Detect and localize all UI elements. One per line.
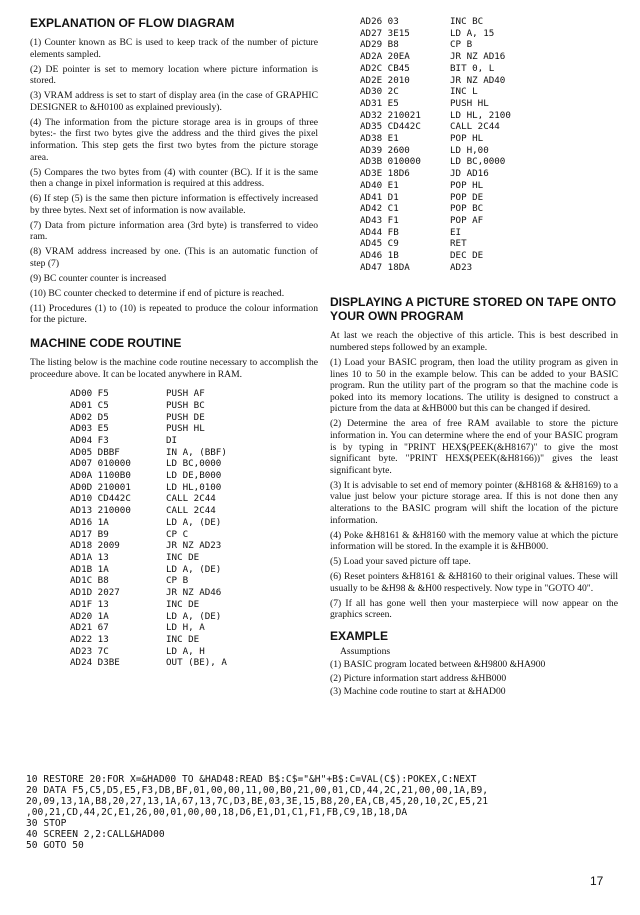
paragraph: (1) Counter known as BC is used to keep track of the number of picture elements sampled. xyxy=(30,37,318,60)
code-line xyxy=(70,622,318,634)
code-line xyxy=(70,517,318,529)
code-address-bytes: AD0A 1100B0 xyxy=(70,470,131,482)
machine-code-listing-left xyxy=(70,388,318,669)
left-column xyxy=(30,16,318,669)
code-address-bytes: AD00 F5 xyxy=(70,388,109,400)
code-address-bytes: AD40 E1 xyxy=(360,179,399,191)
code-address-bytes: AD02 D5 xyxy=(70,411,109,423)
code-address-bytes: AD41 D1 xyxy=(360,191,399,203)
basic-line: 20 DATA F5,C5,D5,E5,F3,DB,BF,01,00,00,11,00,B0,21,00,01,CD,44,2C,21,00,00,1A,B9, xyxy=(26,785,489,796)
code-address-bytes: AD3B 010000 xyxy=(360,156,421,168)
code-line xyxy=(70,458,318,470)
code-mnemonic: INC DE xyxy=(166,598,200,610)
code-mnemonic: CP C xyxy=(166,528,189,540)
code-address-bytes: AD47 18DA xyxy=(360,261,410,273)
code-line xyxy=(70,646,318,658)
paragraph: (8) VRAM address increased by one. (This is an automatic function of step (7) xyxy=(30,246,318,269)
code-line xyxy=(70,400,318,412)
paragraph: (3) VRAM address is set to start of display area (in the case of GRAPHIC DESIGNER to &H0100 as explained previously). xyxy=(30,90,318,113)
code-line xyxy=(70,388,318,400)
code-address-bytes: AD27 3E15 xyxy=(360,27,410,39)
code-mnemonic: LD HL,0100 xyxy=(166,481,222,493)
code-line xyxy=(360,215,618,227)
code-address-bytes: AD04 F3 xyxy=(70,434,109,446)
code-line xyxy=(70,540,318,552)
code-mnemonic: JR NZ AD46 xyxy=(166,587,222,599)
code-line xyxy=(360,192,618,204)
machine-code-listing-right xyxy=(360,16,618,273)
code-mnemonic: JR NZ AD16 xyxy=(450,51,506,63)
code-mnemonic: LD HL, 2100 xyxy=(450,109,511,121)
code-mnemonic: PUSH DE xyxy=(166,411,205,423)
code-address-bytes: AD43 F1 xyxy=(360,214,399,226)
code-address-bytes: AD20 1A xyxy=(70,610,109,622)
code-line xyxy=(360,156,618,168)
code-mnemonic: POP HL xyxy=(450,179,484,191)
code-line xyxy=(360,39,618,51)
code-address-bytes: AD39 2600 xyxy=(360,144,410,156)
code-line xyxy=(360,168,618,180)
code-address-bytes: AD29 B8 xyxy=(360,39,399,51)
code-line xyxy=(70,599,318,611)
paragraph: (3) It is advisable to set end of memory pointer (&H8168 & &H8169) to a value just below your picture storage area. If this is not done then any alterations to the BASIC program will shift the location of the picture information. xyxy=(330,479,618,526)
code-mnemonic: LD A, (DE) xyxy=(166,516,222,528)
code-mnemonic: INC BC xyxy=(450,16,484,27)
paragraph: (11) Procedures (1) to (10) is repeated to produce the colour information for the picture. xyxy=(30,302,318,326)
code-mnemonic: CP B xyxy=(450,39,473,51)
code-line xyxy=(360,51,618,63)
code-line xyxy=(70,423,318,435)
code-mnemonic: EI xyxy=(450,226,462,238)
code-line xyxy=(360,75,618,87)
code-address-bytes: AD46 1B xyxy=(360,250,399,262)
code-address-bytes: AD23 7C xyxy=(70,645,109,657)
code-address-bytes: AD01 C5 xyxy=(70,399,109,411)
code-mnemonic: PUSH BC xyxy=(166,399,205,411)
code-line xyxy=(360,227,618,239)
code-line xyxy=(360,262,618,274)
code-mnemonic: LD BC,0000 xyxy=(450,156,506,168)
code-mnemonic: LD A, (DE) xyxy=(166,610,222,622)
code-line xyxy=(70,435,318,447)
code-line xyxy=(360,238,618,250)
code-address-bytes: AD18 2009 xyxy=(70,540,120,552)
code-mnemonic: LD A, H xyxy=(166,645,205,657)
code-mnemonic: IN A, (BBF) xyxy=(166,446,227,458)
code-mnemonic: CP B xyxy=(166,575,189,587)
code-address-bytes: AD21 67 xyxy=(70,622,109,634)
code-address-bytes: AD42 C1 xyxy=(360,203,399,215)
code-address-bytes: AD38 E1 xyxy=(360,133,399,145)
code-line xyxy=(70,470,318,482)
paragraph: At last we reach the objective of this article. This is best described in numbered steps followed by an example. xyxy=(330,330,618,354)
code-mnemonic: LD A, 15 xyxy=(450,27,495,39)
code-address-bytes: AD0D 210001 xyxy=(70,481,131,493)
code-mnemonic: INC L xyxy=(450,86,478,98)
basic-line: ,00,21,CD,44,2C,E1,26,00,01,00,00,18,D6,E1,D1,C1,F1,FB,C9,1B,18,DA xyxy=(26,807,408,818)
assumption-item: (3) Machine code routine to start at &HAD00 xyxy=(330,686,506,698)
code-line xyxy=(360,133,618,145)
code-address-bytes: AD35 CD442C xyxy=(360,121,421,133)
code-mnemonic: RET xyxy=(450,238,467,250)
code-address-bytes: AD17 B9 xyxy=(70,528,109,540)
page-number: 17 xyxy=(590,874,604,888)
code-mnemonic: LD DE,B000 xyxy=(166,470,222,482)
paragraph: (5) Load your saved picture off tape. xyxy=(330,556,471,568)
code-line xyxy=(70,552,318,564)
code-line xyxy=(360,250,618,262)
code-line xyxy=(70,482,318,494)
code-address-bytes: AD2A 20EA xyxy=(360,51,410,63)
paragraph: (6) If step (5) is the same then picture information is effectively increased by three bytes. Next set of information is now available. xyxy=(30,193,318,216)
paragraph: (10) BC counter checked to determine if end of picture is reached. xyxy=(30,287,285,299)
code-line xyxy=(360,110,618,122)
code-mnemonic: LD H, A xyxy=(166,622,205,634)
code-mnemonic: AD23 xyxy=(450,261,473,273)
code-line xyxy=(70,611,318,623)
code-line xyxy=(70,575,318,587)
basic-listing xyxy=(26,774,626,851)
paragraph: (4) Poke &H8161 & &H8160 with the memory value at which the picture information will be stored. In the example it is &HB000. xyxy=(330,529,618,553)
code-mnemonic: INC DE xyxy=(166,633,200,645)
code-mnemonic: JR NZ AD40 xyxy=(450,74,506,86)
code-address-bytes: AD26 03 xyxy=(360,16,399,27)
code-address-bytes: AD2E 2010 xyxy=(360,74,410,86)
code-line xyxy=(360,98,618,110)
code-address-bytes: AD1D 2027 xyxy=(70,587,120,599)
code-mnemonic: CALL 2C44 xyxy=(450,121,500,133)
code-address-bytes: AD3E 18D6 xyxy=(360,168,410,180)
code-mnemonic: OUT (BE), A xyxy=(166,657,227,669)
code-mnemonic: PUSH HL xyxy=(450,97,489,109)
code-line xyxy=(360,180,618,192)
code-address-bytes: AD13 210000 xyxy=(70,505,131,517)
code-address-bytes: AD45 C9 xyxy=(360,238,399,250)
code-mnemonic: POP HL xyxy=(450,133,484,145)
code-address-bytes: AD30 2C xyxy=(360,86,399,98)
code-mnemonic: JR NZ AD23 xyxy=(166,540,222,552)
code-line xyxy=(70,412,318,424)
code-line xyxy=(70,587,318,599)
code-address-bytes: AD24 D3BE xyxy=(70,657,120,669)
code-mnemonic: LD H,00 xyxy=(450,144,489,156)
assumptions xyxy=(330,645,618,699)
assumption-item: (1) BASIC program located between &H9800 &HA900 xyxy=(330,659,546,671)
code-address-bytes: AD1C B8 xyxy=(70,575,109,587)
code-mnemonic: LD BC,0000 xyxy=(166,458,222,470)
paragraph: (6) Reset pointers &H8161 & &H8160 to their original values. These will usually to be &H98 & &H00 respectively. Now type in "GOTO 40". xyxy=(330,571,618,594)
paragraph: (7) Data from picture information area (3rd byte) is transferred to video ram. xyxy=(30,219,318,243)
code-mnemonic: INC DE xyxy=(166,552,200,563)
paragraph: (9) BC counter counter is increased xyxy=(30,272,167,284)
basic-line: 10 RESTORE 20:FOR X=&HAD00 TO &HAD48:READ B$:C$="&H"+B$:C=VAL(C$):POKEX,C:NEXT xyxy=(26,774,477,785)
code-line xyxy=(360,145,618,157)
code-mnemonic: POP BC xyxy=(450,203,484,215)
flow-diagram-heading: EXPLANATION OF FLOW DIAGRAM xyxy=(30,16,235,30)
code-address-bytes: AD1A 13 xyxy=(70,552,109,563)
code-mnemonic: JD AD16 xyxy=(450,168,489,180)
code-address-bytes: AD2C CB45 xyxy=(360,62,410,74)
basic-line: 40 SCREEN 2,2:CALL&HAD00 xyxy=(26,829,165,840)
code-address-bytes: AD05 DBBF xyxy=(70,446,120,458)
machine-code-intro: The listing below is the machine code routine necessary to accomplish the proceedure above. It can be located anywhere in RAM. xyxy=(30,356,318,380)
code-address-bytes: AD44 FB xyxy=(360,226,399,238)
basic-line: 20,09,13,1A,B8,20,27,13,1A,67,13,7C,D3,BE,03,3E,15,B8,20,EA,CB,45,20,10,2C,E5,21 xyxy=(26,796,489,807)
code-line xyxy=(360,86,618,98)
code-address-bytes: AD22 13 xyxy=(70,633,109,645)
code-mnemonic: DEC DE xyxy=(450,250,484,262)
code-line xyxy=(70,634,318,646)
code-address-bytes: AD10 CD442C xyxy=(70,493,131,505)
code-line xyxy=(70,529,318,541)
paragraph: (7) If all has gone well then your masterpiece will now appear on the graphics screen. xyxy=(330,597,618,621)
code-address-bytes: AD07 010000 xyxy=(70,458,131,470)
code-address-bytes: AD31 E5 xyxy=(360,97,399,109)
code-mnemonic: CALL 2C44 xyxy=(166,493,216,505)
machine-code-heading: MACHINE CODE ROUTINE xyxy=(30,335,182,350)
code-line xyxy=(70,493,318,505)
code-line xyxy=(360,63,618,75)
code-mnemonic: CALL 2C44 xyxy=(166,505,216,517)
displaying-picture-heading: DISPLAYING A PICTURE STORED ON TAPE ONTO YOUR OWN PROGRAM xyxy=(330,295,617,324)
code-line xyxy=(360,28,618,40)
code-line xyxy=(360,203,618,215)
paragraph: (5) Compares the two bytes from (4) with counter (BC). If it is the same then a change in pixel information is required at this address. xyxy=(30,166,318,190)
right-column xyxy=(330,16,618,699)
code-mnemonic: PUSH AF xyxy=(166,388,205,400)
code-line xyxy=(70,564,318,576)
basic-line: 50 GOTO 50 xyxy=(26,840,84,851)
paragraph: (2) Determine the area of free RAM available to store the picture information in. You can determine where the end of your BASIC program is by typing in "PRINT HEX$(PEEK(&H8167)" to give the most significant byte. "PRINT HEX$(PEEK(&H8166))" gives the least significant byte. xyxy=(330,418,618,476)
code-line xyxy=(360,16,618,28)
code-address-bytes: AD1B 1A xyxy=(70,563,109,575)
code-line xyxy=(360,121,618,133)
paragraph: (1) Load your BASIC program, then load the utility program as given in lines 10 to 50 in the example below. This can be added to your BASIC program. Run the utility part of the program so that the machine code is poked into its memory locations. The utility is designed to construct a picture from the data at &HB000 but this can be changed if desired. xyxy=(330,357,618,415)
example-heading: EXAMPLE xyxy=(330,628,389,643)
code-line xyxy=(70,447,318,459)
flow-explanation xyxy=(30,37,318,326)
code-address-bytes: AD32 210021 xyxy=(360,109,421,121)
code-line xyxy=(70,657,318,669)
code-address-bytes: AD16 1A xyxy=(70,516,109,528)
code-mnemonic: POP DE xyxy=(450,191,484,203)
assumptions-label: Assumptions xyxy=(340,645,391,657)
code-line xyxy=(70,505,318,517)
code-mnemonic: POP AF xyxy=(450,214,484,226)
code-address-bytes: AD1F 13 xyxy=(70,598,109,610)
assumption-item: (2) Picture information start address &HB000 xyxy=(330,672,507,684)
code-mnemonic: PUSH HL xyxy=(166,423,205,435)
code-mnemonic: BIT 0, L xyxy=(450,62,495,74)
paragraph: (2) DE pointer is set to memory location where picture information is stored. xyxy=(30,63,318,87)
code-mnemonic: DI xyxy=(166,434,178,446)
paragraph: (4) The information from the picture storage area is in groups of three bytes:- the first two bytes give the address and the third gives the pixel information. This step gets the first two bytes from the picture storage area. xyxy=(30,116,318,163)
code-mnemonic: LD A, (DE) xyxy=(166,563,222,575)
basic-line: 30 STOP xyxy=(26,818,67,829)
code-address-bytes: AD03 E5 xyxy=(70,423,109,435)
